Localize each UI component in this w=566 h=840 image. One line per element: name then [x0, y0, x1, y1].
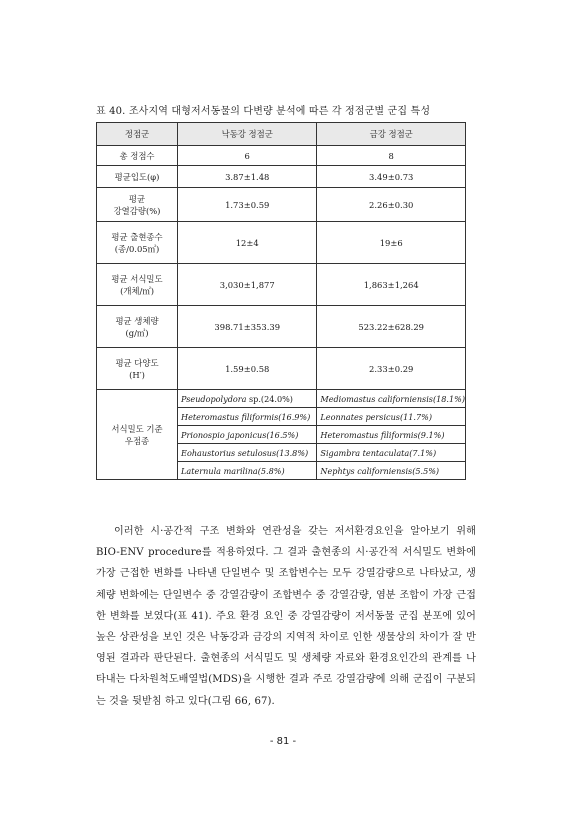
- dominant-species-row: [97, 390, 466, 408]
- row-label: [97, 222, 178, 264]
- row-label-line: 평균 출현종수: [111, 231, 163, 242]
- species-name: Eohaustorius setulosus(13.8%): [181, 447, 309, 458]
- row-label: [97, 146, 178, 166]
- table-row: [97, 166, 466, 188]
- row-label-line: 평균 다양도: [115, 357, 159, 368]
- table-row: [97, 348, 466, 390]
- community-characteristics-table: [96, 122, 466, 480]
- row-label-line: 평균 생체량: [115, 315, 159, 326]
- header-station-group: 정점군: [97, 123, 178, 146]
- species-name: Pseudopolydora: [181, 393, 247, 404]
- geum-dominant-species: Leonnates persicus(11.7%): [317, 408, 466, 426]
- table-row: [97, 306, 466, 348]
- nakdong-value: 1.73±0.59: [178, 188, 317, 222]
- geum-dominant-species: Heteromastus filiformis(9.1%): [317, 426, 466, 444]
- row-label-line: 강열감량(%): [113, 205, 161, 216]
- dominant-species-label: [97, 390, 178, 480]
- species-suffix: sp.(24.0%): [246, 393, 293, 404]
- body-paragraph: 이러한 시·공간적 구조 변화와 연관성을 갖는 저서환경요인을 알아보기 위해 BIO-ENV procedure를 적용하였다. 그 결과 출현종의 시·공간적 서식밀도 변화에 가장 근접한 변화를 나타낸 단일변수 및 조합변수는 모두 강열감량으로 나타났고, 생체량 변화에는 단일변수 중 강열감량이 조합변수 중 강열감량, 염분 조합이 가장 근접한 변화를 보였다(표 41). 주요 환경 요인 중 강열감량이 저서동물 군집 분포에 있어 높은 상관성을 보인 것은 낙동강과 금강의 지역적 차이로 인한 생물상의 차이가 잘 반영된 결과라 판단된다. 출현종의 서식밀도 및 생체량 자료와 환경요인간의 관계를 나타내는 다차원척도배열법(MDS)을 시행한 결과 주로 강열감량에 의해 군집이 구분되는 것을 뒷받침 하고 있다(그림 66, 67).: [96, 526, 476, 707]
- row-label-line: 평균 서식밀도: [111, 273, 163, 284]
- page-number: - 81 -: [269, 736, 297, 747]
- body-text: [96, 521, 476, 712]
- nakdong-value: 12±4: [178, 222, 317, 264]
- geum-value: 8: [317, 146, 466, 166]
- nakdong-dominant-species: [178, 444, 317, 462]
- species-name: Heteromastus filiformis(16.9%): [181, 411, 311, 422]
- geum-value: 2.26±0.30: [317, 188, 466, 222]
- geum-dominant-species: Mediomastus californiensis(18.1%): [317, 390, 466, 408]
- table-caption: 표 40. 조사지역 대형저서동물의 다변량 분석에 따른 각 정점군별 군집 특성: [96, 106, 431, 117]
- table-row: [97, 264, 466, 306]
- nakdong-dominant-species: [178, 390, 317, 408]
- row-label: [97, 264, 178, 306]
- row-label-line: (H′): [129, 369, 145, 380]
- geum-dominant-species: Nephtys californiensis(5.5%): [317, 462, 466, 480]
- geum-value: 523.22±628.29: [317, 306, 466, 348]
- row-label-line: 평균: [128, 193, 146, 204]
- row-label: [97, 306, 178, 348]
- row-label-line: 서식밀도 기준: [111, 423, 163, 434]
- geum-value: 19±6: [317, 222, 466, 264]
- table-row: [97, 146, 466, 166]
- table-row: [97, 188, 466, 222]
- geum-value: 3.49±0.73: [317, 166, 466, 188]
- row-label-line: 총 정점수: [119, 150, 155, 161]
- nakdong-value: 3.87±1.48: [178, 166, 317, 188]
- table-header-row: [97, 123, 466, 146]
- row-label-line: 평균입도(φ): [114, 171, 160, 182]
- nakdong-dominant-species: [178, 408, 317, 426]
- row-label-line: 우점종: [124, 435, 150, 446]
- table-row: [97, 222, 466, 264]
- nakdong-dominant-species: [178, 462, 317, 480]
- row-label: [97, 166, 178, 188]
- nakdong-value: 398.71±353.39: [178, 306, 317, 348]
- row-label: [97, 348, 178, 390]
- row-label: [97, 188, 178, 222]
- geum-dominant-species: Sigambra tentaculata(7.1%): [317, 444, 466, 462]
- nakdong-value: 6: [178, 146, 317, 166]
- species-name: Prionospio japonicus(16.5%): [181, 429, 299, 440]
- geum-value: 1,863±1,264: [317, 264, 466, 306]
- header-geum: 금강 정점군: [317, 123, 466, 146]
- row-label-line: (g/㎡): [125, 327, 149, 338]
- nakdong-value: 3,030±1,877: [178, 264, 317, 306]
- row-label-line: (종/0.05㎡): [114, 243, 160, 254]
- nakdong-value: 1.59±0.58: [178, 348, 317, 390]
- geum-value: 2.33±0.29: [317, 348, 466, 390]
- species-name: Laternula marilina(5.8%): [181, 465, 285, 476]
- row-label-line: (개체/㎡): [120, 285, 154, 296]
- header-nakdong: 낙동강 정점군: [178, 123, 317, 146]
- nakdong-dominant-species: [178, 426, 317, 444]
